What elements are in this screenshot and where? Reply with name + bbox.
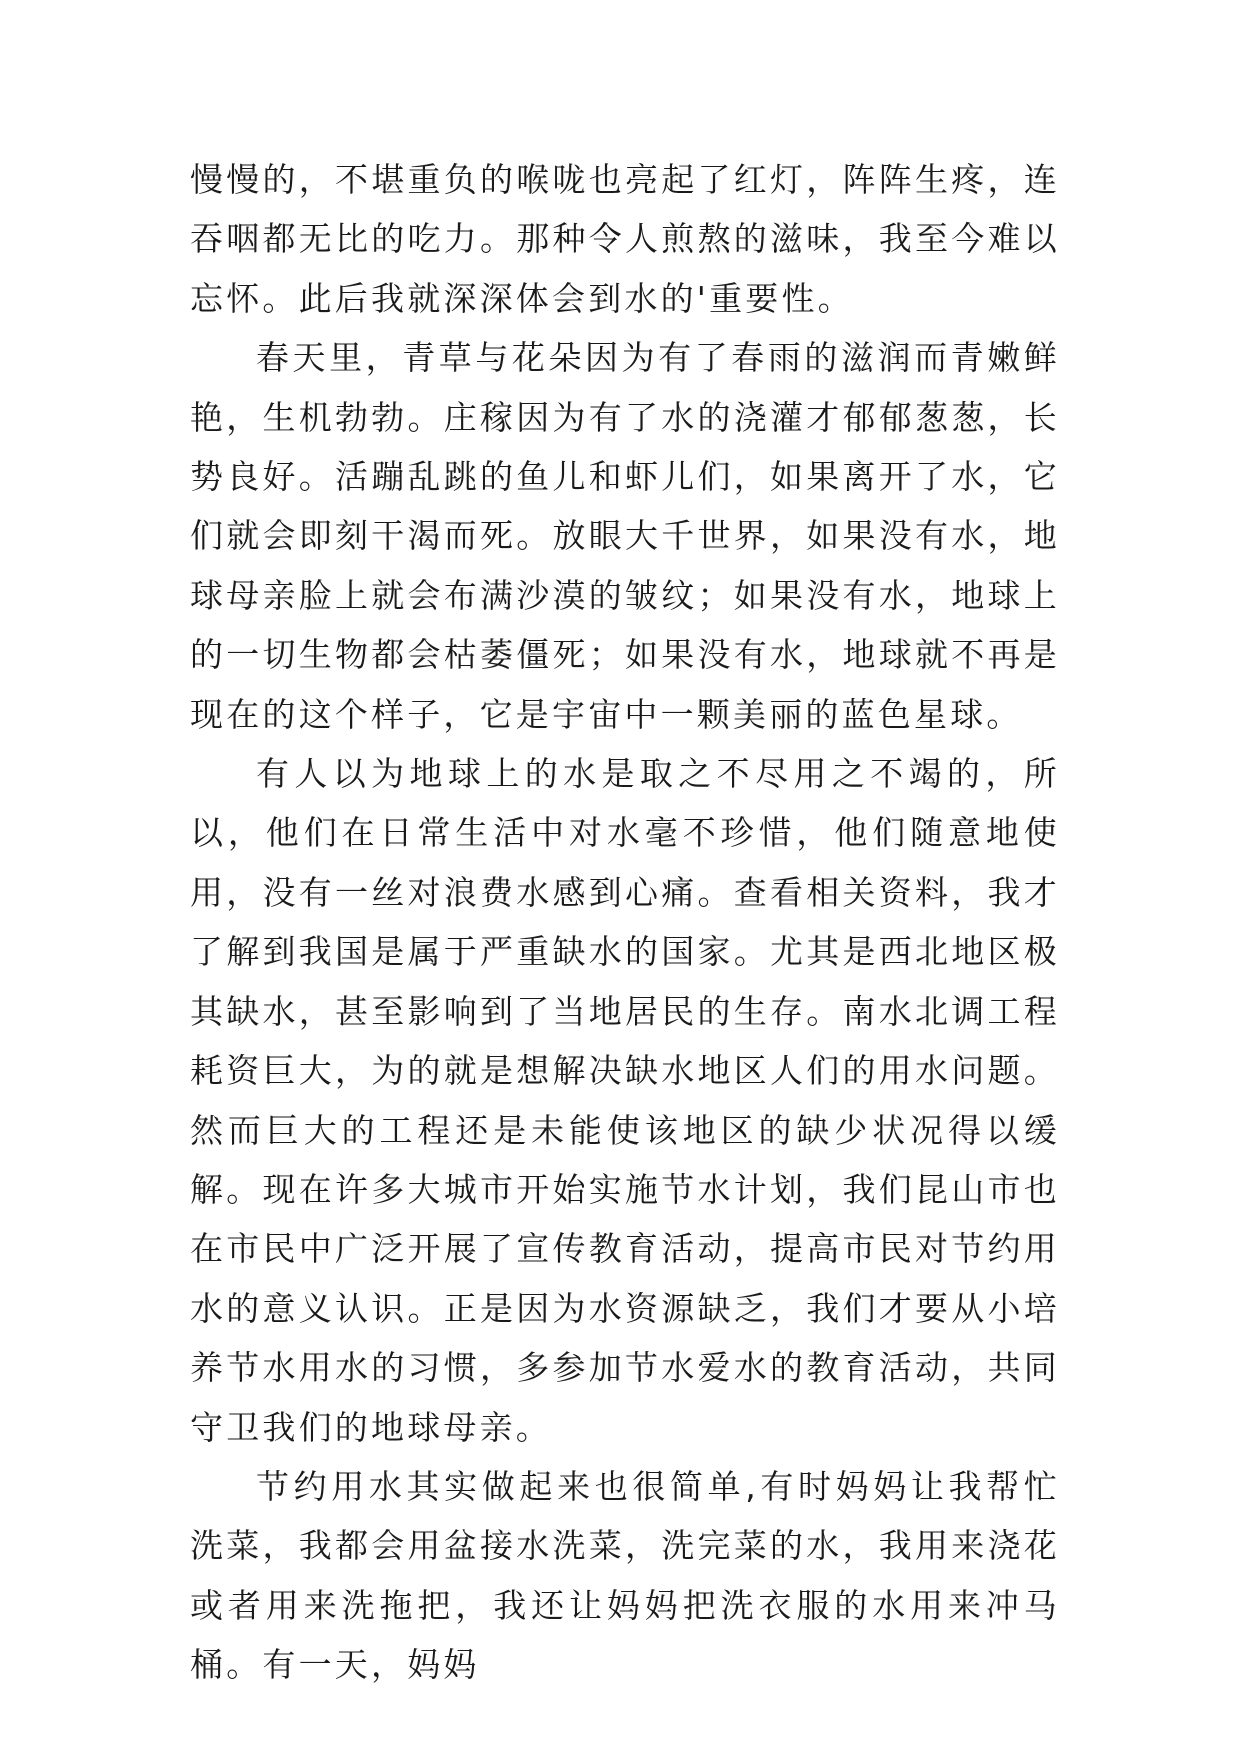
paragraph-continued: 慢慢的，不堪重负的喉咙也亮起了红灯，阵阵生疼，连吞咽都无比的吃力。那种令人煎熬的滋味，我至今难以忘怀。此后我就深深体会到水的'重要性。 (190, 160, 1060, 318)
paragraph-spring: 春天里，青草与花朵因为有了春雨的滋润而青嫩鲜艳，生机勃勃。庄稼因为有了水的浇灌才郁郁葱葱，长势良好。活蹦乱跳的鱼儿和虾儿们，如果离开了水，它们就会即刻干渴而死。放眼大千世界，如果没有水，地球母亲脸上就会布满沙漠的皱纹；如果没有水，地球上的一切生物都会枯萎僵死；如果没有水，地球就不再是现在的这个样子，它是宇宙中一颗美丽的蓝色星球。 (190, 338, 1060, 734)
paragraph-water-shortage: 有人以为地球上的水是取之不尽用之不竭的，所以，他们在日常生活中对水毫不珍惜，他们随意地使用，没有一丝对浪费水感到心痛。查看相关资料，我才了解到我国是属于严重缺水的国家。尤其是西北地区极其缺水，甚至影响到了当地居民的生存。南水北调工程耗资巨大，为的就是想解决缺水地区人们的用水问题。然而巨大的工程还是未能使该地区的缺少状况得以缓解。现在许多大城市开始实施节水计划，我们昆山市也在市民中广泛开展了宣传教育活动，提高市民对节约用水的意义认识。正是因为水资源缺乏，我们才要从小培养节水用水的习惯，多参加节水爱水的教育活动，共同守卫我们的地球母亲。 (190, 754, 1060, 1447)
body-text (190, 150, 1060, 1695)
paragraph-saving-water: 节约用水其实做起来也很简单,有时妈妈让我帮忙洗菜，我都会用盆接水洗菜，洗完菜的水，我用来浇花或者用来洗拖把，我还让妈妈把洗衣服的水用来冲马桶。有一天，妈妈 (190, 1466, 1060, 1685)
